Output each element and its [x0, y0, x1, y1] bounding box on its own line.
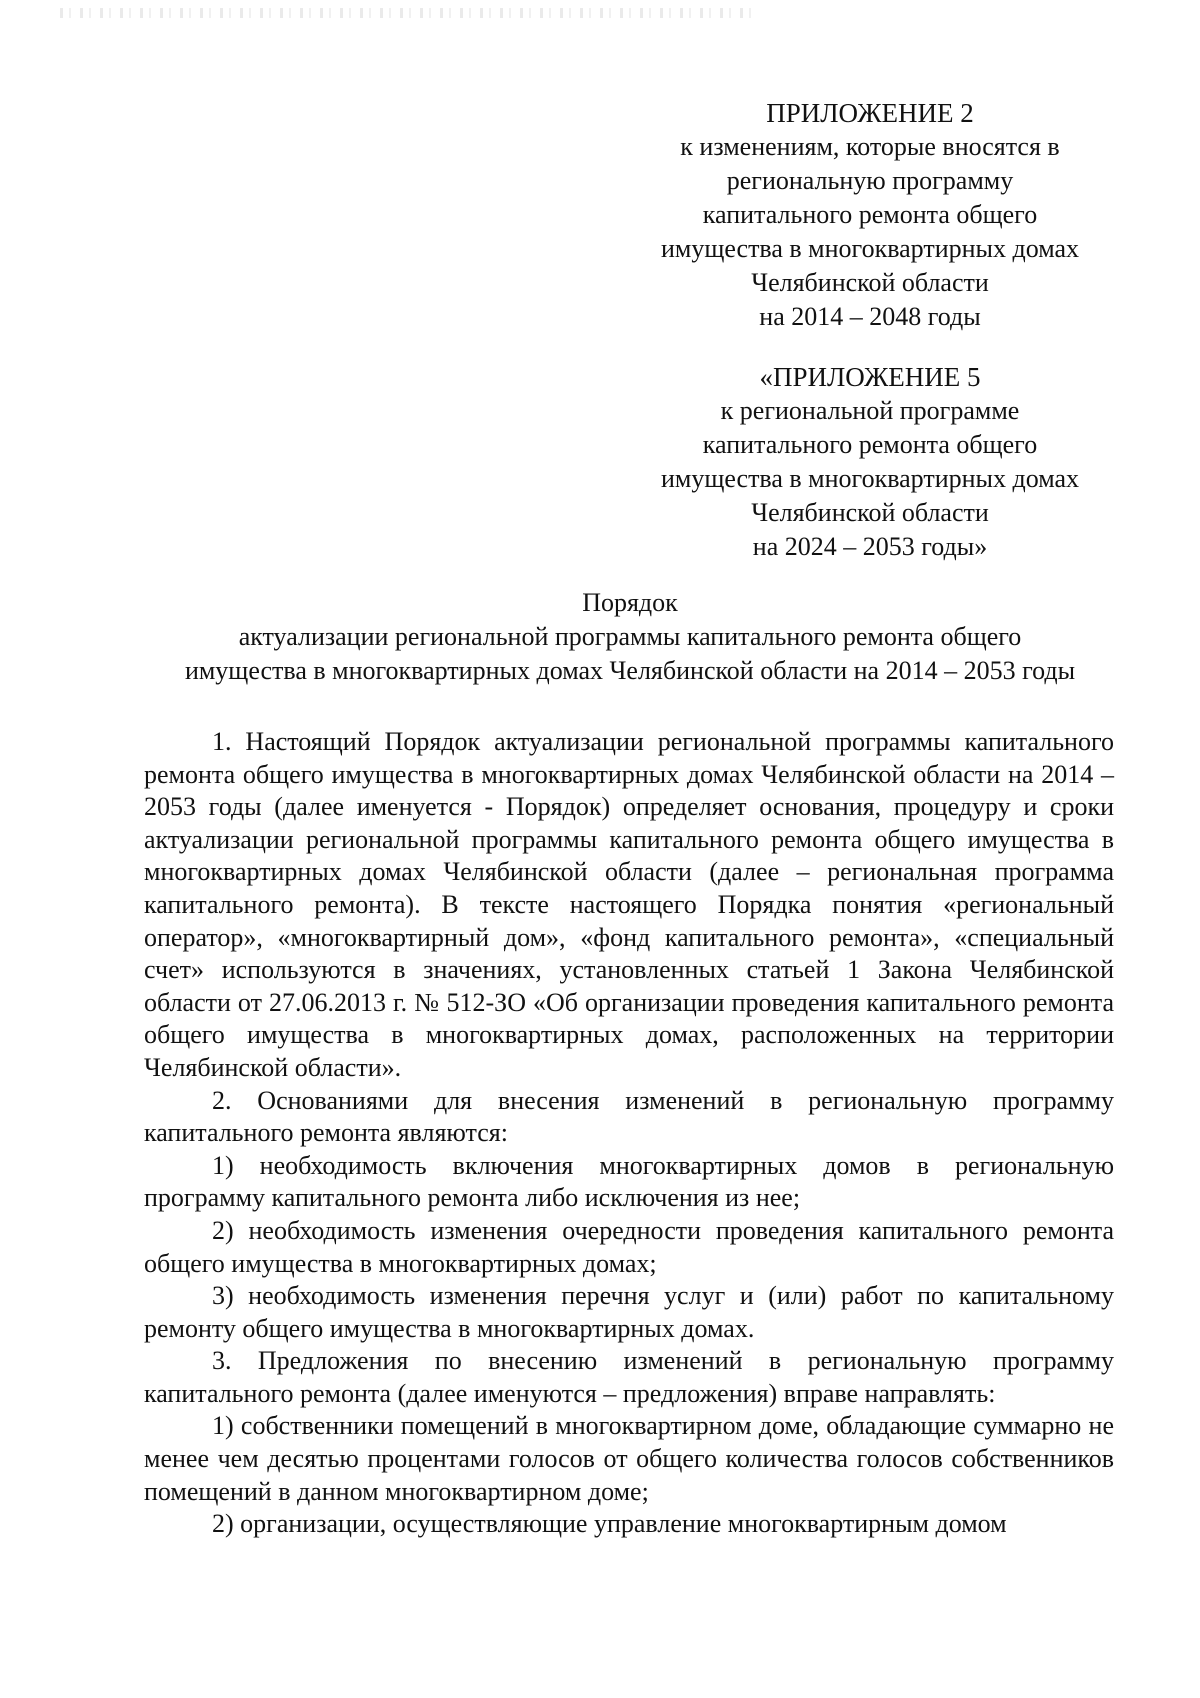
- document-body: [144, 726, 1114, 1541]
- paragraph: 1) необходимость включения многоквартирных домов в региональную программу капитального ремонта либо исключения из нее;: [144, 1150, 1114, 1213]
- document-title: [140, 586, 1120, 688]
- annex-changes-line: региональную программу: [726, 166, 1014, 195]
- annex-changes-heading: ПРИЛОЖЕНИЕ 2: [766, 98, 974, 128]
- document-title-line: актуализации региональной программы капитального ремонта общего: [238, 622, 1022, 651]
- annex-changes-line: капитального ремонта общего: [702, 200, 1038, 229]
- annex-program-line: имущества в многоквартирных домах: [660, 464, 1080, 493]
- annex-program-header: [640, 360, 1100, 564]
- annex-changes-line: Челябинской области: [751, 268, 989, 297]
- annex-program-line: к региональной программе: [720, 396, 1020, 425]
- paragraph: 1) собственники помещений в многоквартирном доме, обладающие суммарно не менее чем десятью процентами голосов от общего количества голосов собственников помещений в данном многоквартирном доме;: [144, 1411, 1114, 1506]
- paragraph: 2) организации, осуществляющие управление многоквартирным домом: [212, 1509, 1007, 1539]
- annex-program-line: Челябинской области: [751, 498, 989, 527]
- paragraph: 2) необходимость изменения очередности проведения капитального ремонта общего имущества в многоквартирных домах;: [144, 1215, 1114, 1278]
- paragraph: 2. Основаниями для внесения изменений в региональную программу капитального ремонта являются:: [144, 1085, 1114, 1148]
- annex-changes-line: на 2014 – 2048 годы: [759, 302, 981, 331]
- annex-program-line: капитального ремонта общего: [702, 430, 1038, 459]
- paragraph: 3) необходимость изменения перечня услуг и (или) работ по капитальному ремонту общего имущества в многоквартирных домах.: [144, 1281, 1114, 1343]
- annex-changes-line: имущества в многоквартирных домах: [660, 234, 1080, 263]
- paragraph: 3. Предложения по внесению изменений в региональную программу капитального ремонта (далее именуются – предложения) вправе направлять:: [144, 1346, 1114, 1408]
- scan-artifact: [60, 8, 760, 18]
- annex-changes-line: к изменениям, которые вносятся в: [680, 132, 1060, 161]
- annex-changes-header: [640, 96, 1100, 334]
- annex-program-line: на 2024 – 2053 годы»: [752, 532, 988, 561]
- paragraph: 1. Настоящий Порядок актуализации региональной программы капитального ремонта общего имущества в многоквартирных домах Челябинской области на 2014 – 2053 годы (далее именуется - Порядок) определяет основания, процедуру и сроки актуализации региональной программы капитального ремонта общего имущества в многоквартирных домах Челябинской области (далее – региональная программа капитального ремонта). В тексте настоящего Порядка понятия «региональный оператор», «многоквартирный дом», «фонд капитального ремонта», «специальный счет» используются в значениях, установленных статьей 1 Закона Челябинской области от 27.06.2013 г. № 512-ЗО «Об организации проведения капитального ремонта общего имущества в многоквартирных домах, расположенных на территории Челябинской области».: [144, 727, 1114, 1082]
- annex-program-heading: «ПРИЛОЖЕНИЕ 5: [759, 362, 981, 392]
- document-title-heading: Порядок: [582, 588, 678, 617]
- document-title-line: имущества в многоквартирных домах Челябинской области на 2014 – 2053 годы: [184, 656, 1076, 685]
